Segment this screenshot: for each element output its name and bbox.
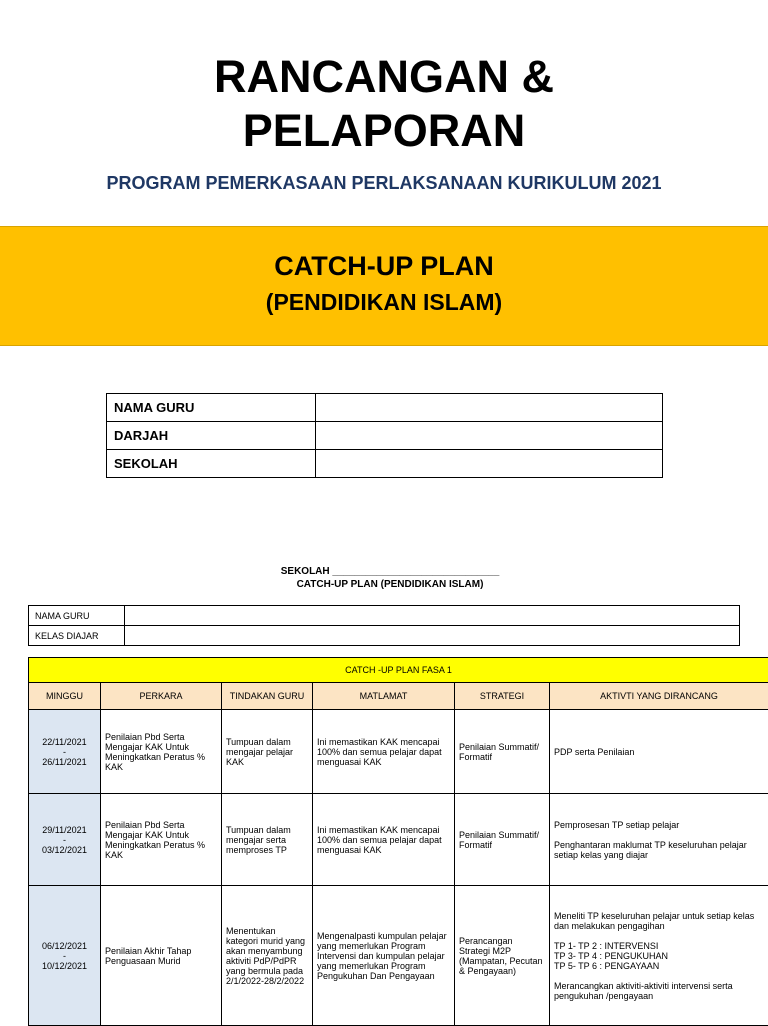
strategi-cell: Penilaian Summatif/ Formatif: [455, 710, 550, 794]
program-subtitle: PROGRAM PEMERKASAAN PERLAKSANAAN KURIKULUM 2021: [0, 173, 768, 194]
date-end: 03/12/2021: [33, 845, 96, 855]
catch-up-plan-table: [28, 657, 768, 1026]
info-label-darjah: DARJAH: [107, 422, 316, 450]
aktiviti-gap: [554, 830, 764, 840]
column-header: MATLAMAT: [313, 683, 455, 710]
table-row: [29, 886, 768, 1026]
info-label-nama-guru: NAMA GURU: [107, 394, 316, 422]
tindakan-cell: Tumpuan dalam mengajar serta memproses TP: [222, 794, 313, 886]
aktiviti-line: TP 3- TP 4 : PENGUKUHAN: [554, 951, 764, 961]
aktiviti-line: PDP serta Penilaian: [554, 747, 764, 757]
column-header: PERKARA: [101, 683, 222, 710]
info-row: [107, 422, 663, 450]
aktiviti-gap: [554, 971, 764, 981]
date-start: 06/12/2021: [33, 941, 96, 951]
matlamat-cell: Ini memastikan KAK mencapai 100% dan semua pelajar dapat menguasai KAK: [313, 710, 455, 794]
small-value-kelas[interactable]: [125, 626, 740, 646]
catch-up-banner: [0, 226, 768, 346]
aktiviti-line: TP 5- TP 6 : PENGAYAAN: [554, 961, 764, 971]
date-start: 22/11/2021: [33, 737, 96, 747]
small-label-kelas: KELAS DIAJAR: [29, 626, 125, 646]
aktiviti-line: Meneliti TP keseluruhan pelajar untuk setiap kelas dan melakukan pengagihan: [554, 911, 764, 931]
banner-subtitle: (PENDIDIKAN ISLAM): [0, 289, 768, 316]
date-separator: -: [33, 951, 96, 961]
date-end: 10/12/2021: [33, 961, 96, 971]
column-header: STRATEGI: [455, 683, 550, 710]
plan-subtitle: CATCH-UP PLAN (PENDIDIKAN ISLAM): [0, 579, 768, 590]
week-cell: [29, 886, 101, 1026]
column-header: TINDAKAN GURU: [222, 683, 313, 710]
tindakan-cell: Tumpuan dalam mengajar pelajar KAK: [222, 710, 313, 794]
small-row: [29, 626, 740, 646]
aktiviti-gap: [554, 931, 764, 941]
strategi-cell: Perancangan Strategi M2P (Mampatan, Pecutan & Pengayaan): [455, 886, 550, 1026]
info-value-sekolah[interactable]: [316, 450, 663, 478]
column-header: AKTIVTI YANG DIRANCANG: [550, 683, 768, 710]
small-value-nama-guru[interactable]: [125, 606, 740, 626]
perkara-cell: Penilaian Pbd Serta Mengajar KAK Untuk Meningkatkan Peratus % KAK: [101, 794, 222, 886]
table-row: [29, 794, 768, 886]
perkara-cell: Penilaian Pbd Serta Mengajar KAK Untuk Meningkatkan Peratus % KAK: [101, 710, 222, 794]
info-label-sekolah: SEKOLAH: [107, 450, 316, 478]
aktiviti-cell: [550, 710, 768, 794]
date-start: 29/11/2021: [33, 825, 96, 835]
week-cell: [29, 794, 101, 886]
class-info-table: [28, 605, 740, 646]
date-separator: -: [33, 835, 96, 845]
matlamat-cell: Ini memastikan KAK mencapai 100% dan semua pelajar dapat menguasai KAK: [313, 794, 455, 886]
tindakan-cell: Menentukan kategori murid yang akan menyambung aktiviti PdP/PdPR yang bermula pada 2/1/2022-28/2/2022: [222, 886, 313, 1026]
school-line: SEKOLAH ______________________________: [0, 566, 768, 577]
info-row: [107, 394, 663, 422]
aktiviti-cell: [550, 794, 768, 886]
aktiviti-line: Merancangkan aktiviti-aktiviti intervensi serta pengukuhan /pengayaan: [554, 981, 764, 1001]
title-line-2: PELAPORAN: [0, 104, 768, 158]
table-row: [29, 710, 768, 794]
banner-title: CATCH-UP PLAN: [0, 251, 768, 282]
small-label-nama-guru: NAMA GURU: [29, 606, 125, 626]
perkara-cell: Penilaian Akhir Tahap Penguasaan Murid: [101, 886, 222, 1026]
table-header-row: [29, 683, 768, 710]
aktiviti-line: TP 1- TP 2 : INTERVENSI: [554, 941, 764, 951]
aktiviti-cell: [550, 886, 768, 1026]
teacher-info-table: [106, 393, 663, 478]
info-value-darjah[interactable]: [316, 422, 663, 450]
aktiviti-line: Penghantaran maklumat TP keseluruhan pelajar setiap kelas yang diajar: [554, 840, 764, 860]
small-row: [29, 606, 740, 626]
column-header: MINGGU: [29, 683, 101, 710]
date-separator: -: [33, 747, 96, 757]
strategi-cell: Penilaian Summatif/ Formatif: [455, 794, 550, 886]
week-cell: [29, 710, 101, 794]
info-value-nama-guru[interactable]: [316, 394, 663, 422]
matlamat-cell: Mengenalpasti kumpulan pelajar yang memerlukan Program Intervensi dan kumpulan pelajar yang memerlukan Program Pengukuhan Dan Pengayaan: [313, 886, 455, 1026]
aktiviti-line: Pemprosesan TP setiap pelajar: [554, 820, 764, 830]
fasa-title: CATCH -UP PLAN FASA 1: [29, 658, 768, 683]
date-end: 26/11/2021: [33, 757, 96, 767]
title-line-1: RANCANGAN &: [0, 50, 768, 104]
info-row: [107, 450, 663, 478]
